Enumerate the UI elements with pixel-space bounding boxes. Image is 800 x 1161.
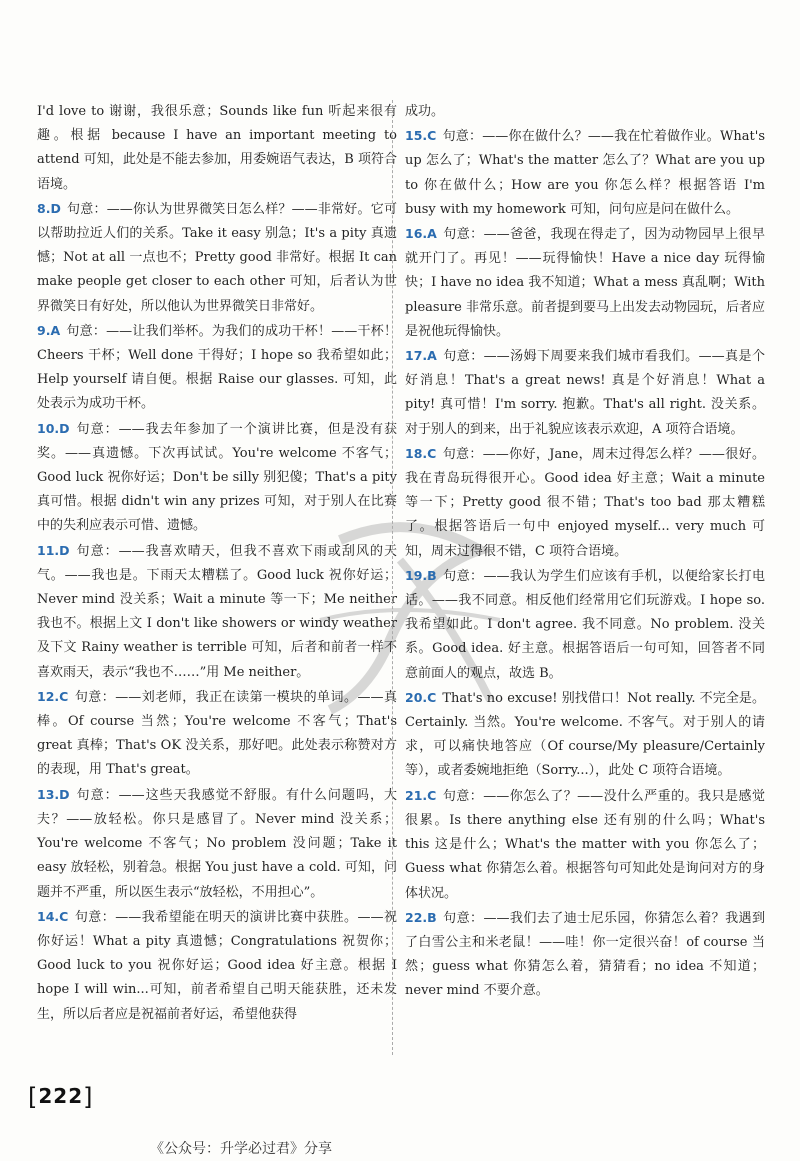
page-number: [222] <box>28 1083 94 1111</box>
answer-number: 17.A <box>405 348 437 364</box>
right-column <box>405 100 765 1004</box>
answer-text: 句意：——让我们举杯。为我们的成功干杯！——干杯！Cheers 干杯；Well done 干得好；I hope so 我希望如此；Help yourself 请自便。根据 Raise our glasses. 可知，此处表示为成功干杯。 <box>37 323 397 412</box>
answer-number: 14.C <box>37 908 69 924</box>
right-items <box>405 124 765 1003</box>
answer-number: 22.B <box>405 909 437 925</box>
answer-item-8 <box>37 197 397 319</box>
answer-text: That's no excuse! 别找借口！Not really. 不完全是。Certainly. 当然。You're welcome. 不客气。对于别人的请求，可以痛快地答应（Of course/My pleasure/Certainly 等），或者委婉地拒绝（Sorry...），此处 C 项符合语境。 <box>405 690 765 779</box>
answer-text: 句意：——我希望能在明天的演讲比赛中获胜。——祝你好运！What a pity 真遗憾；Congratulations 祝贺你；Good luck to you 祝你好运；Good idea 好主意。根据 I hope I will win...可知，前者希望自己明天能获胜，还未发生，所以后者应是祝福前者好运，希望他获得 <box>37 909 397 1022</box>
answer-item-22 <box>405 906 765 1004</box>
answer-item-14 <box>37 905 397 1027</box>
answer-item-11 <box>37 539 397 685</box>
answer-item-21 <box>405 784 765 906</box>
answer-text: 句意：——这些天我感觉不舒服。有什么问题吗，大夫？——放轻松。你只是感冒了。Never mind 没关系；You're welcome 不客气；No problem 没问题；Take it easy 放轻松，别着急。根据 You just have a cold. 可知，问题并不严重，所以医生表示“放轻松，不用担心”。 <box>37 787 397 900</box>
answer-number: 11.D <box>37 542 70 558</box>
answer-item-10 <box>37 417 397 539</box>
page-number-value: 222 <box>38 1084 84 1108</box>
answer-text: 句意：——你认为世界微笑日怎么样？——非常好。它可以帮助拉近人们的关系。Take it easy 别急；It's a pity 真遗憾；Not at all 一点也不；Pretty good 非常好。根据 It can make people get closer to each other 可知，后者认为世界微笑日有好处，所以他认为世界微笑日非常好。 <box>37 201 397 314</box>
answer-text: 句意：——爸爸，我现在得走了，因为动物园早上很早就开门了。再见！——玩得愉快！Have a nice day 玩得愉快；I have no idea 我不知道；What a mess 真乱啊；With pleasure 非常乐意。前者提到要马上出发去动物园玩，后者应是祝他玩得愉快。 <box>405 227 766 339</box>
answer-text: 句意：——我喜欢晴天，但我不喜欢下雨或刮风的天气。——我也是。下雨天太糟糕了。Good luck 祝你好运；Never mind 没关系；Wait a minute 等一下；Me neither 我也不。根据上文 I don't like showers or windy weather 及下文 Rainy weather is terrible 可知，后者和前者一样不喜欢雨天，表示“我也不……”用 Me neither。 <box>37 543 397 680</box>
answer-number: 12.C <box>37 688 69 704</box>
answer-number: 10.D <box>37 420 70 436</box>
answer-number: 15.C <box>405 128 437 144</box>
answer-item-13 <box>37 783 397 905</box>
answer-item-16 <box>405 222 765 344</box>
answer-item-9 <box>37 319 397 417</box>
answer-number: 21.C <box>405 787 437 803</box>
answer-text: 句意：——你好，Jane，周末过得怎么样？——很好。我在青岛玩得很开心。Good idea 好主意；Wait a minute 等一下；Pretty good 很不错；That's too bad 那太糟糕了。根据答语后一句中 enjoyed myself... very much 可知，周末过得很不错，C 项符合语境。 <box>405 446 765 559</box>
answer-item-18 <box>405 442 765 564</box>
left-intro: I'd love to 谢谢，我很乐意；Sounds like fun 听起来很有趣。根据 because I have an important meeting to attend 可知，此处是不能去参加，用委婉语气表达，B 项符合语境。 <box>37 104 397 192</box>
answer-number: 19.B <box>405 567 437 583</box>
answer-number: 13.D <box>37 786 70 802</box>
answer-number: 16.A <box>405 226 437 242</box>
answer-item-17 <box>405 344 765 442</box>
answer-text: 句意：——你在做什么？——我在忙着做作业。What's up 怎么了；What's the matter 怎么了？What are you up to 你在做什么；How are you 你怎么样？根据答语 I'm busy with my homework 可知，问句应是问在做什么。 <box>405 129 765 217</box>
column-divider <box>392 100 393 1055</box>
answer-number: 18.C <box>405 445 437 461</box>
answer-text: 句意：——我们去了迪士尼乐园，你猜怎么着？我遇到了白雪公主和米老鼠！——哇！你一定很兴奋！of course 当然；guess what 你猜怎么着，猜猜看；no idea 不知道；never mind 不要介意。 <box>405 910 765 999</box>
right-continuation: 成功。 <box>405 104 445 119</box>
answer-number: 9.A <box>37 322 61 338</box>
answer-number: 8.D <box>37 200 61 216</box>
left-items <box>37 197 397 1027</box>
answer-text: 句意：——我认为学生们应该有手机，以便给家长打电话。——我不同意。相反他们经常用它们玩游戏。I hope so. 我希望如此。I don't agree. 我不同意。No problem. 没关系。Good idea. 好主意。根据答语后一句可知，回答者不同意前面人的观点，故选 B。 <box>405 568 765 681</box>
answer-number: 20.C <box>405 689 437 705</box>
answer-item-19 <box>405 564 765 686</box>
footer-note: 《公众号：升学必过君》分享 <box>150 1141 332 1157</box>
answer-text: 句意：——我去年参加了一个演讲比赛，但是没有获奖。——真遗憾。下次再试试。You're welcome 不客气；Good luck 祝你好运；Don't be silly 别犯傻；That's a pity 真可惜。根据 didn't win any prizes 可知，对于别人在比赛中的失利应表示可惜、遗憾。 <box>37 421 397 534</box>
answer-text: 句意：——刘老师，我正在读第一模块的单词。——真棒。Of course 当然；You're welcome 不客气；That's great 真棒；That's OK 没关系，那好吧。此处表示称赞对方的表现，用 That's great。 <box>37 689 397 778</box>
answer-text: 句意：——你怎么了？——没什么严重的。我只是感觉很累。Is there anything else 还有别的什么吗；What's this 这是什么；What's the matter with you 你怎么了；Guess what 你猜怎么着。根据答句可知此处是询问对方的身体状况。 <box>405 788 765 901</box>
answer-text: 句意：——汤姆下周要来我们城市看我们。——真是个好消息！That's a great news! 真是个好消息！What a pity! 真可惜！I'm sorry. 抱歉。That's all right. 没关系。对于别人的到来，出于礼貌应该表示欢迎，A 项符合语境。 <box>405 349 765 437</box>
answer-item-15 <box>405 124 765 222</box>
answer-item-20 <box>405 686 765 784</box>
left-column <box>37 100 397 1027</box>
answer-item-12 <box>37 685 397 783</box>
